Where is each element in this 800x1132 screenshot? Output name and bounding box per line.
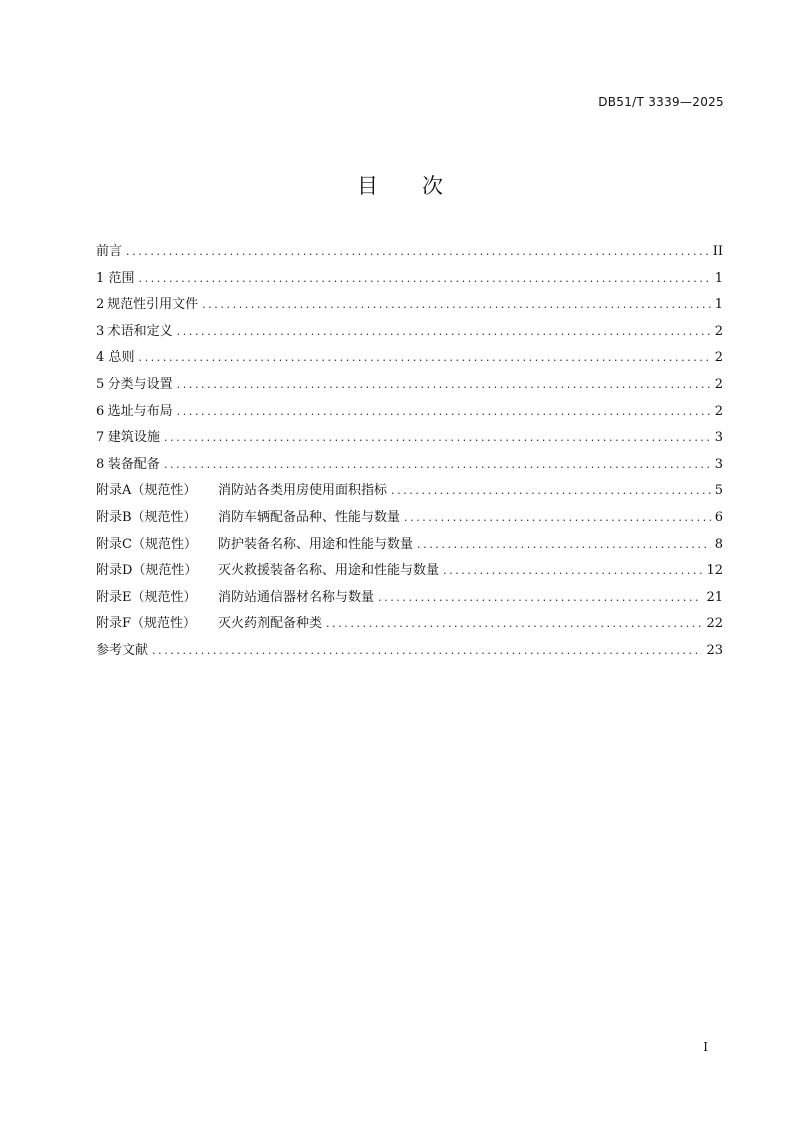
toc-annex-tag: 附录D（规范性） bbox=[96, 563, 198, 579]
toc-entry-bibliography[interactable] bbox=[96, 639, 723, 666]
toc-leader-dots bbox=[177, 325, 711, 338]
toc-entry-terms-definitions[interactable] bbox=[96, 320, 723, 347]
toc-entry-number: 1 bbox=[96, 270, 105, 286]
toc-entry-building-facilities[interactable] bbox=[96, 426, 723, 453]
toc-leader-dots bbox=[404, 511, 711, 524]
toc-title bbox=[0, 170, 800, 200]
toc-entry-number: 8 bbox=[96, 456, 105, 472]
toc-entry-annex-f[interactable] bbox=[96, 612, 723, 639]
toc-entry-page: 23 bbox=[706, 642, 723, 658]
toc-annex-tag: 附录F（规范性） bbox=[96, 616, 197, 632]
toc-entry-label: 装备配备 bbox=[107, 456, 160, 472]
toc-entry-label: 总则 bbox=[108, 350, 135, 366]
toc-entry-label: 范围 bbox=[108, 270, 135, 286]
toc-leader-dots bbox=[126, 245, 709, 258]
toc-entry-page: 3 bbox=[714, 430, 723, 446]
toc-entry-page: II bbox=[712, 244, 723, 259]
toc-leader-dots bbox=[202, 298, 711, 311]
toc-leader-dots bbox=[177, 405, 711, 418]
toc-leader-dots bbox=[391, 484, 711, 497]
toc-entry-page: 5 bbox=[714, 483, 723, 499]
toc-entry-number: 4 bbox=[96, 350, 105, 366]
toc-entry-classification[interactable] bbox=[96, 373, 723, 400]
toc-entry-normative-references[interactable] bbox=[96, 293, 723, 320]
toc-leader-dots bbox=[417, 538, 711, 551]
toc-entry-annex-e[interactable] bbox=[96, 586, 723, 613]
toc-entry-page: 2 bbox=[714, 350, 723, 366]
toc-entry-label: 灭火救援装备名称、用途和性能与数量 bbox=[218, 563, 440, 579]
toc-entry-label: 建筑设施 bbox=[107, 430, 160, 446]
toc-entry-annex-d[interactable] bbox=[96, 559, 723, 586]
toc-leader-dots bbox=[378, 591, 702, 604]
toc-entry-page: 3 bbox=[714, 456, 723, 472]
toc-entry-page: 8 bbox=[714, 536, 723, 552]
toc-entry-annex-c[interactable] bbox=[96, 533, 723, 560]
toc-entry-page: 12 bbox=[706, 563, 723, 579]
toc-leader-dots bbox=[326, 617, 702, 630]
toc-leader-dots bbox=[164, 458, 711, 471]
toc-entry-label: 消防车辆配备品种、性能与数量 bbox=[218, 509, 401, 525]
toc-entry-label: 参考文献 bbox=[96, 642, 149, 658]
toc-leader-dots bbox=[177, 378, 711, 391]
toc-entry-label: 前言 bbox=[96, 244, 123, 259]
toc-entry-label: 选址与布局 bbox=[107, 403, 173, 419]
toc-entry-equipment[interactable] bbox=[96, 453, 723, 480]
toc-entry-label: 规范性引用文件 bbox=[107, 297, 199, 313]
toc-annex-tag: 附录C（规范性） bbox=[96, 536, 197, 552]
page-number: I bbox=[703, 1040, 708, 1054]
toc-entry-page: 6 bbox=[714, 509, 723, 525]
toc-entry-page: 2 bbox=[714, 323, 723, 339]
toc-entry-annex-b[interactable] bbox=[96, 506, 723, 533]
toc-entry-scope[interactable] bbox=[96, 267, 723, 294]
toc-entry-page: 2 bbox=[714, 376, 723, 392]
toc-annex-tag: 附录B（规范性） bbox=[96, 509, 197, 525]
toc-entry-label: 分类与设置 bbox=[107, 376, 173, 392]
toc-entry-number: 5 bbox=[96, 376, 105, 392]
toc-entry-general[interactable] bbox=[96, 346, 723, 373]
toc-entry-page: 2 bbox=[714, 403, 723, 419]
toc-leader-dots bbox=[164, 431, 711, 444]
toc-annex-tag: 附录E（规范性） bbox=[96, 589, 197, 605]
toc-leader-dots bbox=[443, 564, 702, 577]
toc-list bbox=[96, 240, 723, 666]
toc-entry-page: 21 bbox=[706, 589, 723, 605]
toc-title-char: 目 bbox=[357, 174, 378, 198]
toc-entry-number: 3 bbox=[96, 323, 105, 339]
toc-annex-tag: 附录A（规范性） bbox=[96, 483, 197, 499]
toc-entry-label: 术语和定义 bbox=[107, 323, 173, 339]
toc-entry-number: 7 bbox=[96, 430, 105, 446]
toc-leader-dots bbox=[152, 644, 702, 657]
toc-leader-dots bbox=[138, 351, 710, 364]
toc-entry-label: 防护装备名称、用途和性能与数量 bbox=[218, 536, 414, 552]
toc-entry-annex-a[interactable] bbox=[96, 479, 723, 506]
toc-title-char: 次 bbox=[422, 174, 443, 198]
toc-entry-page: 22 bbox=[706, 616, 723, 632]
toc-entry-site-layout[interactable] bbox=[96, 400, 723, 427]
toc-entry-label: 消防站各类用房使用面积指标 bbox=[218, 483, 388, 499]
toc-entry-label: 灭火药剂配备种类 bbox=[218, 616, 323, 632]
toc-entry-page: 1 bbox=[714, 297, 723, 313]
toc-entry-page: 1 bbox=[714, 270, 723, 286]
toc-entry-number: 6 bbox=[96, 403, 105, 419]
document-code: DB51/T 3339—2025 bbox=[598, 95, 724, 109]
toc-entry-label: 消防站通信器材名称与数量 bbox=[218, 589, 375, 605]
toc-leader-dots bbox=[138, 272, 710, 285]
toc-entry-number: 2 bbox=[96, 297, 105, 313]
toc-entry-foreword[interactable] bbox=[96, 240, 723, 267]
